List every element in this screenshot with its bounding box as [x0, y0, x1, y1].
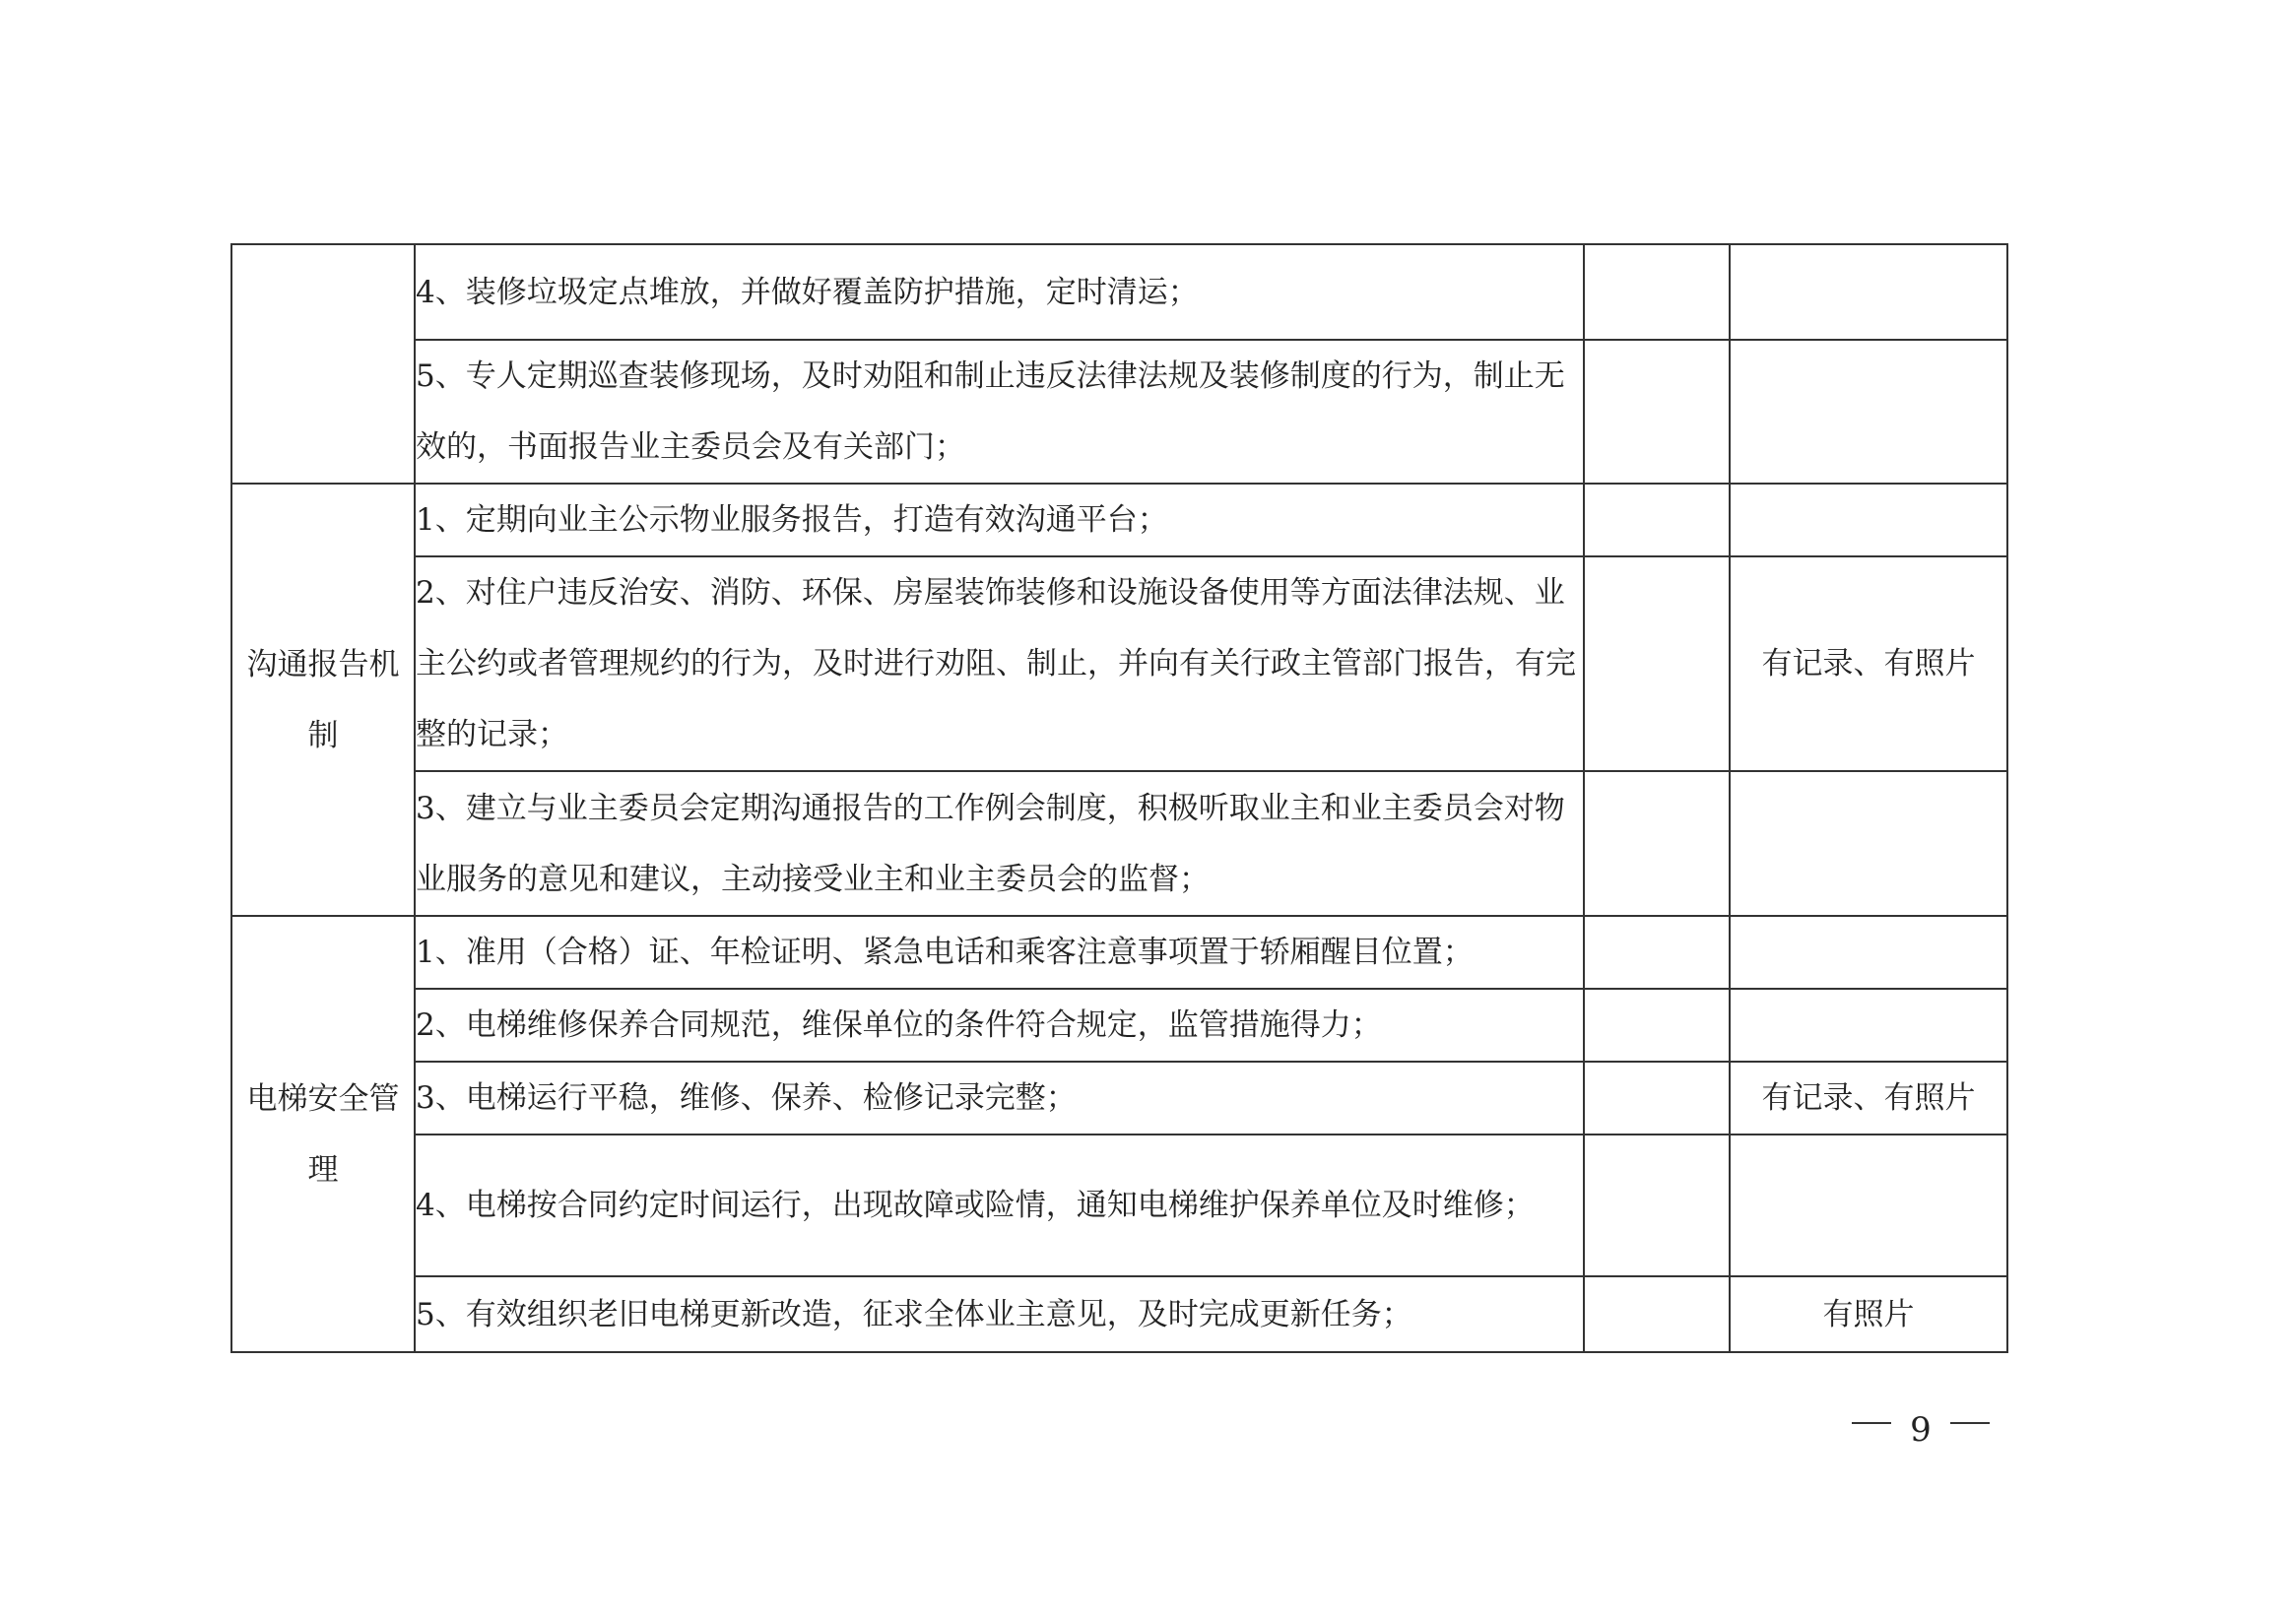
category-cell: 电梯安全管理	[231, 916, 415, 1352]
table-row	[231, 1062, 2007, 1135]
item-text: 1、定期向业主公示物业服务报告，打造有效沟通平台；	[415, 484, 1584, 556]
blank-cell	[1584, 340, 1730, 484]
item-text: 3、电梯运行平稳，维修、保养、检修记录完整；	[415, 1062, 1584, 1135]
dash-left	[1852, 1422, 1891, 1424]
blank-cell	[1584, 1062, 1730, 1135]
item-text: 1、准用（合格）证、年检证明、紧急电话和乘客注意事项置于轿厢醒目位置；	[415, 916, 1584, 989]
table-row	[231, 989, 2007, 1062]
dash-right	[1950, 1422, 1990, 1424]
note-cell	[1730, 244, 2007, 340]
note-cell	[1730, 340, 2007, 484]
note-cell	[1730, 916, 2007, 989]
page-number-value: 9	[1910, 1410, 1932, 1450]
item-text: 3、建立与业主委员会定期沟通报告的工作例会制度，积极听取业主和业主委员会对物业服务的意见和建议，主动接受业主和业主委员会的监督；	[415, 771, 1584, 916]
blank-cell	[1584, 1135, 1730, 1276]
item-text: 4、电梯按合同约定时间运行，出现故障或险情，通知电梯维护保养单位及时维修；	[415, 1135, 1584, 1276]
blank-cell	[1584, 556, 1730, 771]
blank-cell	[1584, 244, 1730, 340]
table-row	[231, 556, 2007, 771]
blank-cell	[1584, 1276, 1730, 1352]
note-cell: 有记录、有照片	[1730, 556, 2007, 771]
item-text: 5、有效组织老旧电梯更新改造，征求全体业主意见，及时完成更新任务；	[415, 1276, 1584, 1352]
item-text: 2、对住户违反治安、消防、环保、房屋装饰装修和设施设备使用等方面法律法规、业主公约或者管理规约的行为，及时进行劝阻、制止，并向有关行政主管部门报告，有完整的记录；	[415, 556, 1584, 771]
note-cell: 有记录、有照片	[1730, 1062, 2007, 1135]
table-row	[231, 340, 2007, 484]
table-row	[231, 244, 2007, 340]
blank-cell	[1730, 771, 2007, 916]
blank-cell	[1584, 484, 1730, 556]
table-row	[231, 484, 2007, 556]
note-cell	[1730, 1135, 2007, 1276]
note-cell	[1730, 989, 2007, 1062]
inspection-table	[230, 243, 2008, 1353]
note-cell: 有照片	[1730, 1276, 2007, 1352]
blank-cell	[1584, 771, 1730, 916]
page-number	[1852, 1410, 1990, 1450]
blank-cell	[1584, 916, 1730, 989]
item-text: 4、装修垃圾定点堆放，并做好覆盖防护措施，定时清运；	[415, 244, 1584, 340]
table-row	[231, 916, 2007, 989]
item-text: 2、电梯维修保养合同规范，维保单位的条件符合规定，监管措施得力；	[415, 989, 1584, 1062]
category-cell	[231, 244, 415, 484]
table-row	[231, 771, 2007, 916]
blank-cell	[1584, 989, 1730, 1062]
table-row	[231, 1135, 2007, 1276]
category-cell: 沟通报告机制	[231, 484, 415, 916]
blank-cell	[1730, 484, 2007, 556]
table-row	[231, 1276, 2007, 1352]
item-text: 5、专人定期巡查装修现场，及时劝阻和制止违反法律法规及装修制度的行为，制止无效的，书面报告业主委员会及有关部门；	[415, 340, 1584, 484]
